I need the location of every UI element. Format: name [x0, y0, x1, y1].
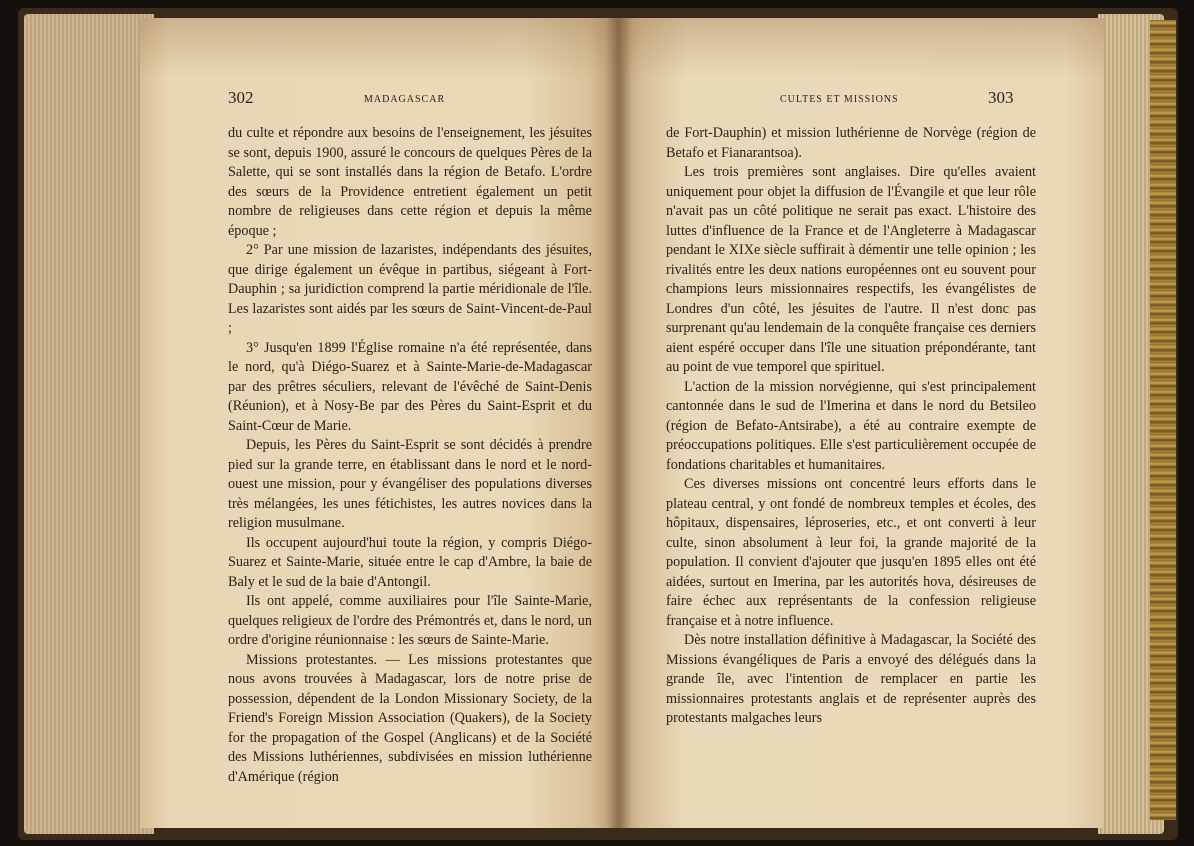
paragraph: 3° Jusqu'en 1899 l'Église romaine n'a été représentée, dans le nord, qu'à Diégo-Suarez et à Sainte-Marie-de-Madagascar par des prêtres séculiers, relevant de l'évêché de Saint-Denis (Réunion), et à Nosy-Be par des Pères du Saint-Esprit et du Saint-Cœur de Marie. [228, 339, 592, 434]
left-page [140, 18, 618, 828]
paragraph: Ils occupent aujourd'hui toute la région, y compris Diégo-Suarez et Sainte-Marie, située entre le cap d'Ambre, la baie de Baly et le sud de la baie d'Antongil. [228, 534, 592, 590]
page-number-right: 303 [988, 88, 1014, 107]
paragraph: du culte et répondre aux besoins de l'enseignement, les jésuites se sont, depuis 1900, assuré le concours de quelques Pères de la Salette, qui se sont installés dans la région de Betafo. L'ordre des sœurs de la Providence entretient également un petit nombre de religieuses dans cette région et depuis la même époque ; [228, 125, 592, 239]
running-head-left: MADAGASCAR [364, 94, 446, 105]
paragraph: L'action de la mission norvégienne, qui s'est principalement cantonnée dans le sud de l'Imerina et dans le nord du Betsileo (région de Befato-Antsirabe), a été au contraire exempte de préoccupations politiques. Elle s'est particulièrement occupée de fondations charitables et humanitaires. [666, 378, 1036, 473]
page-edges-left [24, 14, 154, 834]
paragraph: Les trois premières sont anglaises. Dire qu'elles avaient uniquement pour objet la diffusion de l'Évangile et que leur rôle n'avait pas un côté politique ne serait pas exact. L'histoire des luttes d'influence de la France et de l'Angleterre à Madagascar pendant le XIXe siècle suffirait à démentir une telle opinion ; les rivalités entre les deux nations européennes ont eu souvent pour champions leurs missionnaires respectifs, les évangélistes de Londres d'un côté, les jésuites de l'autre. Il n'est donc pas surprenant qu'au lendemain de la conquête française ces derniers aient espéré occuper dans l'île une situation prépondérante, tant au point de vue temporel que spirituel. [666, 164, 1036, 375]
right-header [618, 88, 1104, 114]
running-head-right: CULTES ET MISSIONS [780, 94, 899, 105]
book-gutter [606, 18, 632, 828]
paragraph: Missions protestantes. — Les missions protestantes que nous avons trouvées à Madagascar, lors de notre prise de possession, dépendent de la London Missionary Society, de la Friend's Foreign Mission Association (Quakers), de la Society for the propagation of the Gospel (Anglicans) et de la Société des Missions luthériennes, subdivisées en mission luthérienne d'Amérique (région [228, 651, 592, 785]
paragraph: 2° Par une mission de lazaristes, indépendants des jésuites, que dirige également un évêque in partibus, siégeant à Fort-Dauphin ; sa juridiction comprend la partie méridionale de l'île. Les lazaristes sont aidés par les sœurs de Saint-Vincent-de-Paul ; [228, 242, 592, 336]
page-stain [140, 18, 618, 78]
paragraph: de Fort-Dauphin) et mission luthérienne de Norvège (région de Betafo et Fianarantsoa). [666, 125, 1036, 161]
page-number-left: 302 [228, 88, 254, 107]
paragraph: Dès notre installation définitive à Madagascar, la Société des Missions évangéliques de Paris a envoyé des délégués dans la grande île, avec l'intention de remplacer en partie les missionnaires protestants anglais et de représenter auprès des protestants malgaches leurs [666, 632, 1036, 726]
paragraph: Depuis, les Pères du Saint-Esprit se sont décidés à prendre pied sur la grande terre, en établissant dans le nord et le nord-ouest une mission, pour y évangéliser des populations diverses très mélangées, les unes fétichistes, les autres novices dans la religion musulmane. [228, 437, 592, 531]
page-stain [618, 18, 1104, 78]
paragraph: Ils ont appelé, comme auxiliaires pour l'île Sainte-Marie, quelques religieux de l'ordre des Prémontrés et, dans le nord, un ordre d'origine réunionnaise : les sœurs de Sainte-Marie. [228, 593, 592, 648]
left-body-text [228, 124, 592, 787]
gilded-edge [1150, 20, 1176, 820]
left-header [140, 88, 618, 114]
right-body-text [666, 124, 1036, 729]
right-page [618, 18, 1104, 828]
paragraph: Ces diverses missions ont concentré leurs efforts dans le plateau central, y ont fondé de nombreux temples et écoles, des hôpitaux, dispensaires, léproseries, etc., et ont converti à leur culte, sinon absolument à leur foi, la grande majorité de la population. Il convient d'ajouter que jusqu'en 1895 elles ont été aidées, surtout en Imerina, par les autorités hova, désireuses de faire échec aux représentants de la confession religieuse française et à notre influence. [666, 476, 1036, 629]
